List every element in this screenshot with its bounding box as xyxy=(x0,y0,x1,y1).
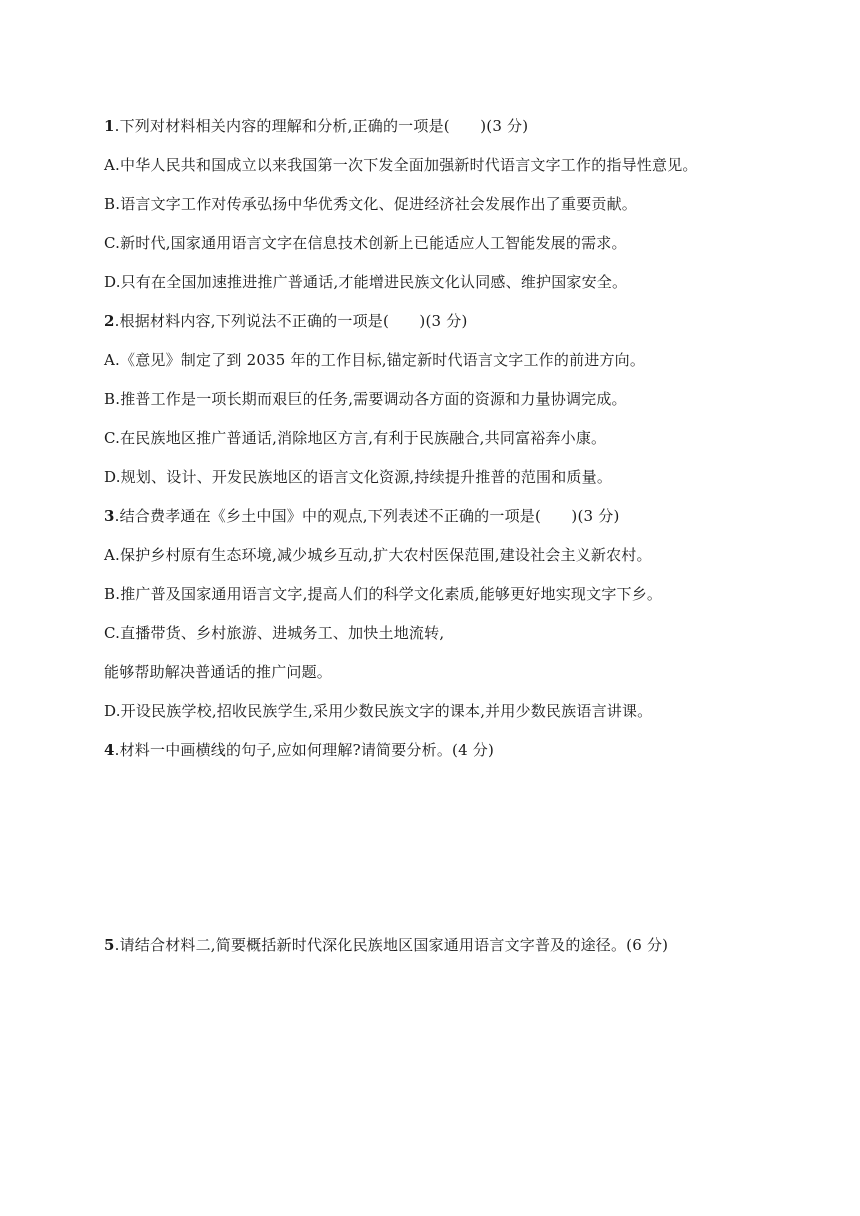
question-3-option-c-continued: 能够帮助解决普通话的推广问题。 xyxy=(104,663,333,681)
question-3-option-c: C.直播带货、乡村旅游、进城务工、加快土地流转, xyxy=(104,624,445,642)
question-3-stem xyxy=(104,506,620,526)
question-1-stem xyxy=(104,116,528,136)
question-number: 3 xyxy=(104,507,115,525)
question-2-option-c: C.在民族地区推广普通话,消除地区方言,有利于民族融合,共同富裕奔小康。 xyxy=(104,429,607,447)
question-5-stem xyxy=(104,935,668,955)
question-2-option-b: B.推普工作是一项长期而艰巨的任务,需要调动各方面的资源和力量协调完成。 xyxy=(104,390,627,408)
question-4-stem xyxy=(104,740,494,760)
question-1-option-b: B.语言文字工作对传承弘扬中华优秀文化、促进经济社会发展作出了重要贡献。 xyxy=(104,195,637,213)
question-text: .根据材料内容,下列说法不正确的一项是( )(3 分) xyxy=(114,312,468,330)
question-number: 2 xyxy=(104,312,115,330)
question-3-option-d: D.开设民族学校,招收民族学生,采用少数民族文字的课本,并用少数民族语言讲课。 xyxy=(104,702,653,720)
question-3-option-b: B.推广普及国家通用语言文字,提高人们的科学文化素质,能够更好地实现文字下乡。 xyxy=(104,585,663,603)
question-number: 5 xyxy=(104,936,115,954)
question-number: 4 xyxy=(104,741,115,759)
question-3-option-a: A.保护乡村原有生态环境,减少城乡互动,扩大农村医保范围,建设社会主义新农村。 xyxy=(104,546,652,564)
question-text: .结合费孝通在《乡土中国》中的观点,下列表述不正确的一项是( )(3 分) xyxy=(114,507,620,525)
question-text: .材料一中画横线的句子,应如何理解?请简要分析。(4 分) xyxy=(114,741,495,759)
question-text: .下列对材料相关内容的理解和分析,正确的一项是( )(3 分) xyxy=(114,117,529,135)
question-2-option-d: D.规划、设计、开发民族地区的语言文化资源,持续提升推普的范围和质量。 xyxy=(104,468,613,486)
question-1-option-c: C.新时代,国家通用语言文字在信息技术创新上已能适应人工智能发展的需求。 xyxy=(104,234,627,252)
question-1-option-d: D.只有在全国加速推进推广普通话,才能增进民族文化认同感、维护国家安全。 xyxy=(104,273,628,291)
question-2-stem xyxy=(104,311,468,331)
question-1-option-a: A.中华人民共和国成立以来我国第一次下发全面加强新时代语言文字工作的指导性意见。 xyxy=(104,156,698,174)
question-number: 1 xyxy=(104,117,115,135)
question-text: .请结合材料二,简要概括新时代深化民族地区国家通用语言文字普及的途径。(6 分) xyxy=(114,936,669,954)
question-2-option-a: A.《意见》制定了到 2035 年的工作目标,锚定新时代语言文字工作的前进方向。 xyxy=(104,351,646,369)
